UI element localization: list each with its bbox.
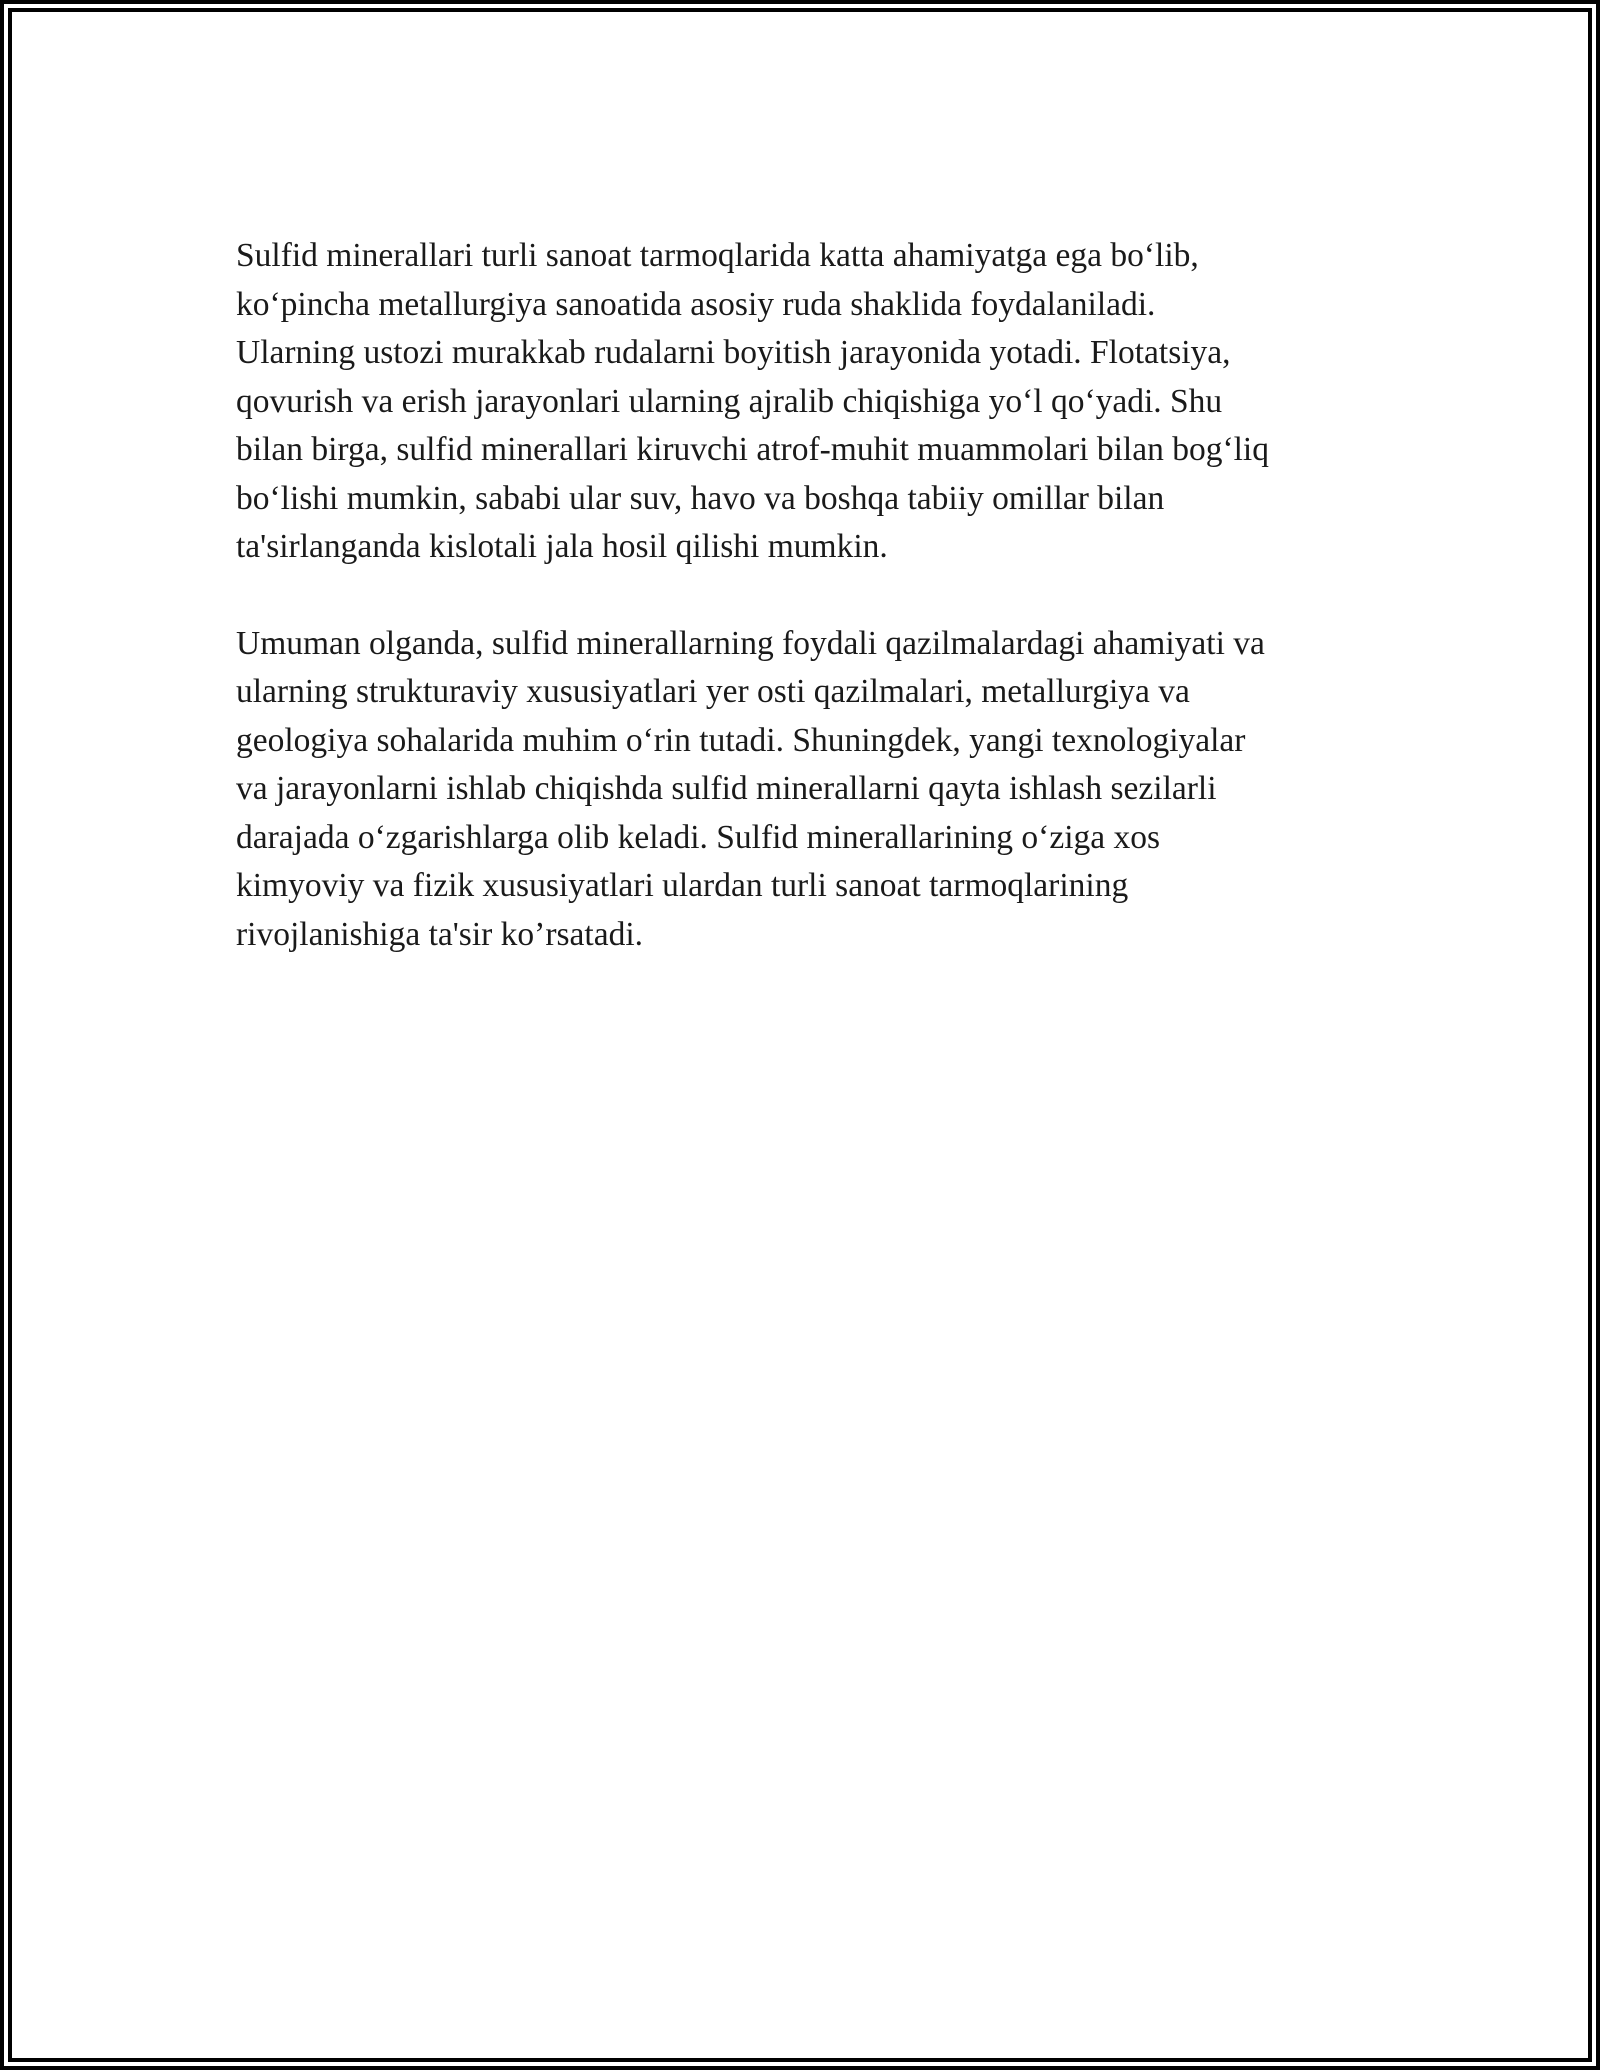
text-line: Ularning ustozi murakkab rudalarni boyitish jarayonida yotadi. Flotatsiya, — [236, 334, 1231, 371]
text-line: bilan birga, sulfid minerallari kiruvchi atrof-muhit muammolari bilan bog‘liq — [236, 431, 1269, 468]
text-line: Umuman olganda, sulfid minerallarning foydali qazilmalardagi ahamiyati va — [236, 624, 1265, 662]
text-line: geologiya sohalarida muhim o‘rin tutadi. Shuningdek, yangi texnologiyalar — [236, 721, 1246, 759]
text-line: va jarayonlarni ishlab chiqishda sulfid minerallarni qayta ishlash sezilarli — [236, 770, 1217, 807]
text-line: bo‘lishi mumkin, sababi ular suv, havo va boshqa tabiiy omillar bilan — [236, 479, 1165, 517]
paragraph — [236, 620, 1386, 960]
text-line: ularning strukturaviy xususiyatlari yer osti qazilmalari, metallurgiya va — [236, 673, 1190, 710]
document-body — [236, 232, 1386, 959]
text-line: qovurish va erish jarayonlari ularning ajralib chiqishiga yo‘l qo‘yadi. Shu — [236, 382, 1223, 420]
text-line: Sulfid minerallari turli sanoat tarmoqlarida katta ahamiyatga ega bo‘lib, — [236, 237, 1199, 274]
text-line: ko‘pincha metallurgiya sanoatida asosiy ruda shaklida foydalaniladi. — [236, 285, 1156, 323]
paragraph — [236, 232, 1386, 572]
text-line: ta'sirlanganda kislotali jala hosil qilishi mumkin. — [236, 528, 888, 565]
text-line: darajada o‘zgarishlarga olib keladi. Sulfid minerallarining o‘ziga xos — [236, 818, 1161, 856]
text-line: kimyoviy va fizik xususiyatlari ulardan turli sanoat tarmoqlarining — [236, 867, 1129, 904]
text-line: rivojlanishiga ta'sir ko’rsatadi. — [236, 915, 644, 953]
